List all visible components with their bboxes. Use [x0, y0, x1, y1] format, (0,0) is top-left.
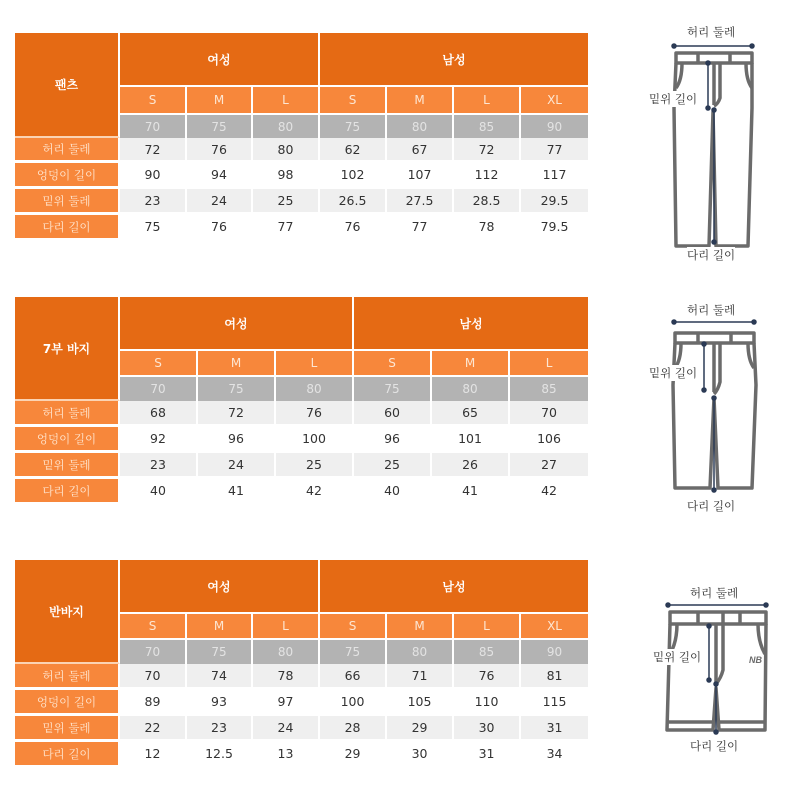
shorts-illustration	[630, 570, 800, 770]
value-cell: 105	[387, 690, 454, 716]
value-cell: 74	[187, 664, 253, 690]
value-cell: 28.5	[454, 189, 521, 215]
value-cell: 76	[454, 664, 521, 690]
value-cell: 66	[320, 664, 387, 690]
table-row	[15, 138, 588, 163]
value-cell: 102	[320, 163, 387, 189]
row-label: 허리 둘레	[15, 401, 120, 427]
value-cell: 65	[432, 401, 510, 427]
value-cell: 92	[120, 427, 198, 453]
waist-circumference-label: 허리 둘레	[687, 25, 736, 39]
value-cell: 76	[187, 138, 253, 163]
value-cell: 97	[253, 690, 320, 716]
value-cell: 27.5	[387, 189, 454, 215]
size-header: L	[276, 349, 354, 375]
rise-length-label: 밑위 길이	[649, 92, 698, 106]
value-cell: 115	[521, 690, 588, 716]
value-cell: 23	[187, 716, 253, 742]
value-cell: 117	[521, 163, 588, 189]
leg-length-label: 다리 길이	[687, 248, 736, 262]
row-label: 밑위 둘레	[15, 189, 120, 215]
waist-size: 70	[120, 375, 198, 401]
value-cell: 70	[510, 401, 588, 427]
value-cell: 26.5	[320, 189, 387, 215]
value-cell: 72	[198, 401, 276, 427]
value-cell: 28	[320, 716, 387, 742]
value-cell: 70	[120, 664, 187, 690]
gender-header-men: 남성	[354, 297, 588, 349]
value-cell: 79.5	[521, 215, 588, 241]
row-label: 허리 둘레	[15, 138, 120, 163]
rise-length-label: 밑위 길이	[649, 366, 698, 380]
size-header: M	[198, 349, 276, 375]
waist-size: 75	[187, 638, 253, 664]
row-label: 엉덩이 길이	[15, 163, 120, 189]
size-header: L	[510, 349, 588, 375]
waist-size: 75	[320, 638, 387, 664]
value-cell: 75	[120, 215, 187, 241]
value-cell: 30	[387, 742, 454, 768]
row-label: 엉덩이 길이	[15, 690, 120, 716]
value-cell: 41	[198, 479, 276, 505]
size-header: M	[432, 349, 510, 375]
waist-size: 80	[276, 375, 354, 401]
value-cell: 24	[187, 189, 253, 215]
value-cell: 76	[276, 401, 354, 427]
waist-size: 70	[120, 113, 187, 138]
value-cell: 23	[120, 453, 198, 479]
pants-size-table	[15, 33, 588, 241]
waist-size: 85	[454, 638, 521, 664]
value-cell: 12.5	[187, 742, 253, 768]
value-cell: 77	[521, 138, 588, 163]
row-label: 밑위 둘레	[15, 453, 120, 479]
value-cell: 110	[454, 690, 521, 716]
row-label: 허리 둘레	[15, 664, 120, 690]
value-cell: 106	[510, 427, 588, 453]
size-header: XL	[521, 612, 588, 638]
long-pants-icon	[630, 20, 800, 270]
value-cell: 100	[276, 427, 354, 453]
waist-size: 80	[253, 113, 320, 138]
size-header: L	[253, 85, 320, 113]
value-cell: 34	[521, 742, 588, 768]
table-row	[15, 742, 588, 768]
value-cell: 94	[187, 163, 253, 189]
value-cell: 72	[454, 138, 521, 163]
gender-header-men: 남성	[320, 33, 588, 85]
value-cell: 81	[521, 664, 588, 690]
table-row	[15, 163, 588, 189]
waist-size: 80	[387, 113, 454, 138]
value-cell: 112	[454, 163, 521, 189]
waist-size: 75	[187, 113, 253, 138]
table-row	[15, 189, 588, 215]
table-title: 팬츠	[15, 33, 120, 138]
row-label: 다리 길이	[15, 479, 120, 505]
value-cell: 40	[120, 479, 198, 505]
value-cell: 31	[454, 742, 521, 768]
row-label: 밑위 둘레	[15, 716, 120, 742]
table-row	[15, 215, 588, 241]
value-cell: 93	[187, 690, 253, 716]
value-cell: 90	[120, 163, 187, 189]
value-cell: 22	[120, 716, 187, 742]
waist-size: 80	[253, 638, 320, 664]
row-label: 다리 길이	[15, 742, 120, 768]
size-header: M	[187, 85, 253, 113]
value-cell: 42	[276, 479, 354, 505]
value-cell: 78	[253, 664, 320, 690]
table-row	[15, 427, 588, 453]
value-cell: 29	[387, 716, 454, 742]
waist-size: 80	[432, 375, 510, 401]
table-row	[15, 716, 588, 742]
value-cell: 101	[432, 427, 510, 453]
value-cell: 62	[320, 138, 387, 163]
waist-size: 75	[354, 375, 432, 401]
value-cell: 71	[387, 664, 454, 690]
value-cell: 78	[454, 215, 521, 241]
value-cell: 67	[387, 138, 454, 163]
row-label: 엉덩이 길이	[15, 427, 120, 453]
size-header: S	[320, 612, 387, 638]
value-cell: 42	[510, 479, 588, 505]
value-cell: 12	[120, 742, 187, 768]
size-header: S	[320, 85, 387, 113]
waist-size: 80	[387, 638, 454, 664]
table-row	[15, 479, 588, 505]
table-title: 7부 바지	[15, 297, 120, 401]
waist-size: 75	[320, 113, 387, 138]
value-cell: 24	[253, 716, 320, 742]
size-header: S	[120, 349, 198, 375]
value-cell: 76	[320, 215, 387, 241]
value-cell: 77	[253, 215, 320, 241]
size-header: S	[120, 612, 187, 638]
value-cell: 89	[120, 690, 187, 716]
rise-length-label: 밑위 길이	[653, 650, 702, 664]
size-header: M	[387, 85, 454, 113]
waist-size: 90	[521, 638, 588, 664]
gender-header-men: 남성	[320, 560, 588, 612]
value-cell: 30	[454, 716, 521, 742]
gender-header-women: 여성	[120, 297, 354, 349]
leg-length-label: 다리 길이	[690, 739, 739, 753]
size-header: M	[387, 612, 454, 638]
value-cell: 25	[354, 453, 432, 479]
value-cell: 76	[187, 215, 253, 241]
cropped-pants-size-table	[15, 297, 588, 505]
size-header: L	[454, 85, 521, 113]
size-header: L	[454, 612, 521, 638]
pants-illustration	[630, 20, 800, 270]
value-cell: 26	[432, 453, 510, 479]
value-cell: 77	[387, 215, 454, 241]
size-header: L	[253, 612, 320, 638]
size-header: XL	[521, 85, 588, 113]
value-cell: 72	[120, 138, 187, 163]
shorts-size-table	[15, 560, 588, 768]
gender-header-women: 여성	[120, 33, 320, 85]
value-cell: 98	[253, 163, 320, 189]
value-cell: 13	[253, 742, 320, 768]
waist-size: 85	[510, 375, 588, 401]
size-header: M	[187, 612, 253, 638]
waist-size: 75	[198, 375, 276, 401]
value-cell: 29.5	[521, 189, 588, 215]
waist-size: 70	[120, 638, 187, 664]
table-row	[15, 453, 588, 479]
value-cell: 80	[253, 138, 320, 163]
nb-logo-icon: NB	[749, 655, 762, 665]
waist-size: 85	[454, 113, 521, 138]
leg-length-label: 다리 길이	[687, 499, 736, 513]
table-title: 반바지	[15, 560, 120, 664]
waist-circumference-label: 허리 둘레	[687, 303, 736, 317]
cropped-pants-illustration	[630, 290, 800, 520]
value-cell: 25	[276, 453, 354, 479]
value-cell: 107	[387, 163, 454, 189]
waist-size: 90	[521, 113, 588, 138]
value-cell: 31	[521, 716, 588, 742]
value-cell: 100	[320, 690, 387, 716]
value-cell: 40	[354, 479, 432, 505]
value-cell: 41	[432, 479, 510, 505]
gender-header-women: 여성	[120, 560, 320, 612]
value-cell: 60	[354, 401, 432, 427]
value-cell: 96	[354, 427, 432, 453]
value-cell: 25	[253, 189, 320, 215]
table-row	[15, 401, 588, 427]
value-cell: 23	[120, 189, 187, 215]
table-row	[15, 690, 588, 716]
value-cell: 96	[198, 427, 276, 453]
size-header: S	[120, 85, 187, 113]
value-cell: 29	[320, 742, 387, 768]
cropped-pants-icon	[630, 290, 800, 520]
row-label: 다리 길이	[15, 215, 120, 241]
value-cell: 24	[198, 453, 276, 479]
value-cell: 68	[120, 401, 198, 427]
table-row	[15, 664, 588, 690]
size-header: S	[354, 349, 432, 375]
waist-circumference-label: 허리 둘레	[690, 586, 739, 600]
value-cell: 27	[510, 453, 588, 479]
